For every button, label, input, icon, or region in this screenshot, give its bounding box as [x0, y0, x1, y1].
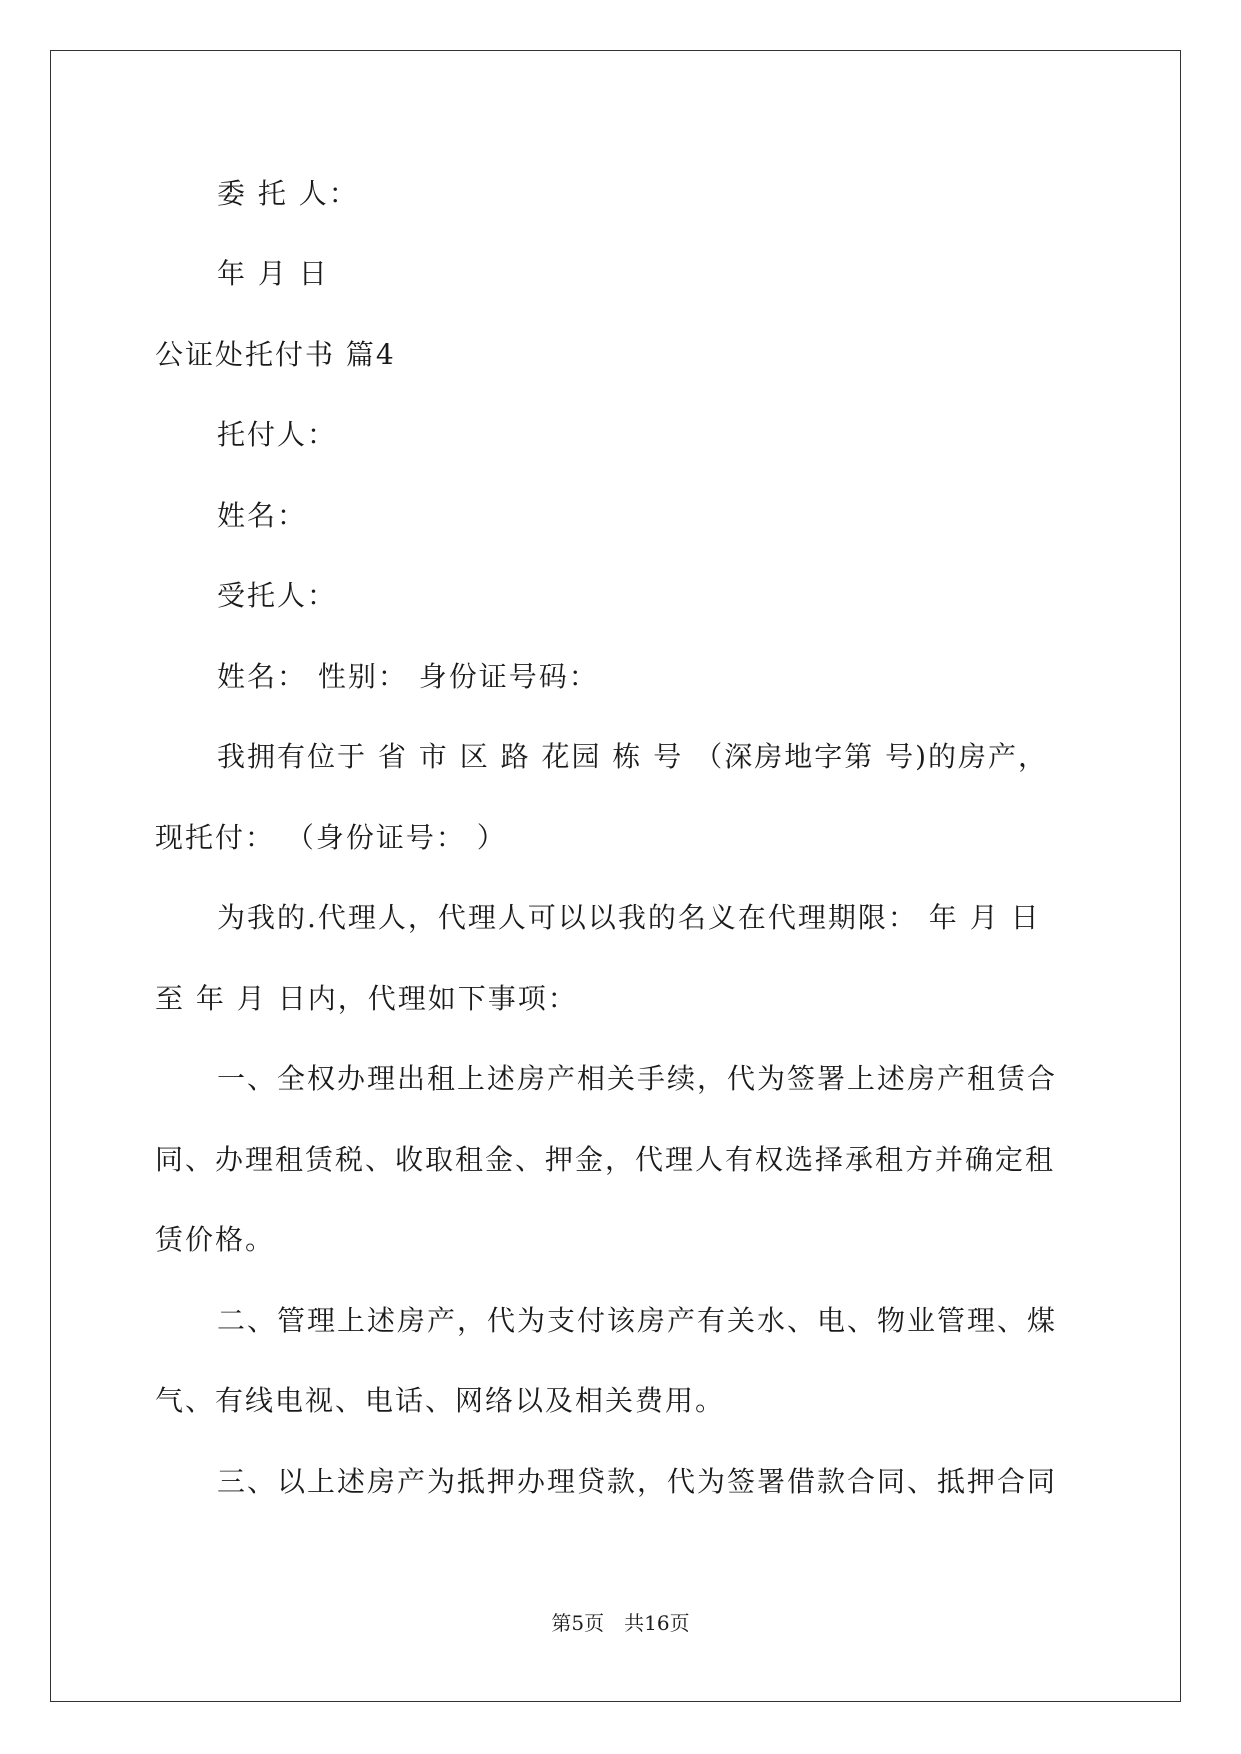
doc-line-item-3: 三、以上述房产为抵押办理贷款，代为签署借款合同、抵押合同: [217, 1465, 1058, 1498]
doc-line-identity: 姓名： 性别： 身份证号码：: [217, 660, 599, 693]
doc-line-item-1-cont: 同、办理租赁税、收取租金、押金，代理人有权选择承租方并确定租: [155, 1143, 1056, 1176]
doc-line-entrust: 现托付： （身份证号： ）: [155, 821, 507, 854]
doc-line-item-2-cont: 气、有线电视、电话、网络以及相关费用。: [155, 1384, 726, 1417]
doc-line-property: 我拥有位于 省 市 区 路 花园 栋 号 （深房地字第 号)的房产，: [217, 740, 1049, 773]
doc-line-period: 至 年 月 日内，代理如下事项：: [155, 982, 578, 1015]
doc-line-item-1: 一、全权办理出租上述房产相关手续，代为签署上述房产租赁合: [217, 1062, 1058, 1095]
doc-line-entruster: 托付人：: [217, 418, 338, 451]
doc-line-name: 姓名：: [217, 499, 308, 532]
page-frame: [50, 50, 1181, 1702]
doc-line-agent: 为我的.代理人，代理人可以以我的名义在代理期限： 年 月 日: [217, 901, 1041, 934]
doc-line-item-1-end: 赁价格。: [155, 1223, 276, 1256]
doc-line-trustee: 受托人：: [217, 579, 338, 612]
doc-line-item-2: 二、管理上述房产，代为支付该房产有关水、电、物业管理、煤: [217, 1304, 1058, 1337]
page-number: 第5页 共16页: [551, 1611, 690, 1635]
section-heading: 公证处托付书 篇4: [155, 338, 396, 371]
doc-line-date: 年 月 日: [217, 257, 329, 290]
doc-line-principal: 委 托 人：: [217, 177, 359, 210]
